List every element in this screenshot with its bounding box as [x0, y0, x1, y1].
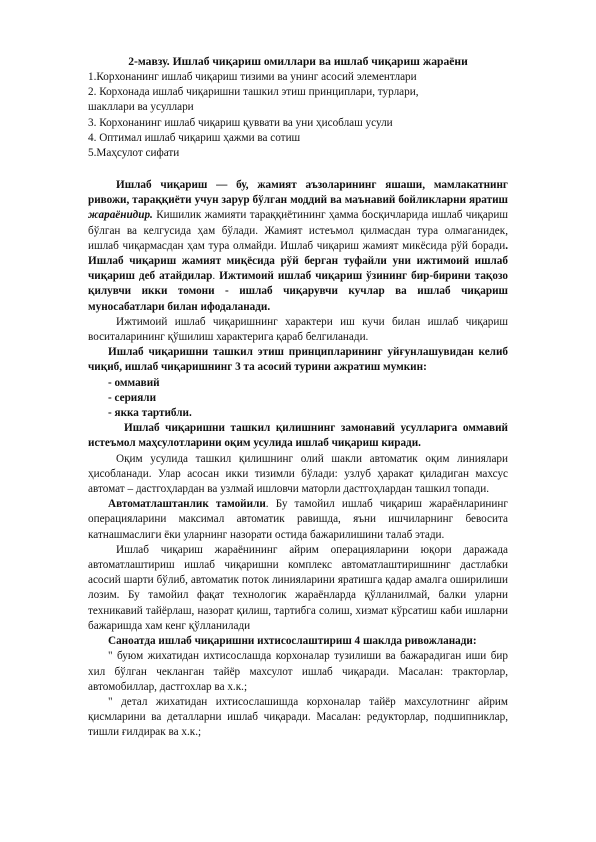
outline-item: 1.Корхонанинг ишлаб чиқариш тизими ва унинг асосий элементлари: [88, 71, 417, 83]
document-body: [88, 178, 508, 741]
bold-italic-text: жараёнидир.: [88, 209, 153, 222]
paragraph-production-types-intro: Ишлаб чиқаришни ташкил этиш принципларининг уйғунлашувидан келиб чиқиб, ишлаб чиқаришнинг 3 та асосий турини ажратиш мумкин:: [88, 346, 508, 374]
production-types-list: [88, 376, 508, 422]
paragraph-product-specialization: " буюм жихатидан ихтисослашда корхоналар тузилиши ва бажарадиган иши бир хил бўлган чекланган тайёр махсулот ишлаб чиқаради. Масалан: тракторлар, автомобиллар, дастгохлар ва х.к.;: [88, 650, 508, 693]
paragraph-specialization-heading: Саноатда ишлаб чиқаришни ихтисослаштириш 4 шаклда ривожланади:: [108, 635, 477, 648]
body-text: Кишилик жамияти тараққиётининг ҳамма босқичларида ишлаб чиқариш бўлган ва келгусида ҳам бўлади. Жамият истеъмол қилмасдан тура олмаганидек, ишлаб чиқармасдан ҳам тура олмайди. Ишлаб чиқариш жамият микёсида рўй боради: [88, 209, 508, 252]
paragraph-production-definition: [88, 178, 508, 315]
outline-item: 4. Оптимал ишлаб чиқариш ҳажми ва сотиш: [88, 131, 301, 144]
paragraph-automation-details: Ишлаб чиқариш жараёнининг айрим операцияларини юқори даражада автоматлаштириш ишлаб чиқаришни комплекс автоматлаштиришнинг дастлабки асосий шарти бўлиб, автоматик поток линияларини яратишга қадар амалга оширилиши лозим. Бу тамойил фақат технологик жараёнларда қўлланилмай, балки уларни техникавий тайёрлаш, назорат қилиш, тартибга солиш, хизмат кўрсатиш каби ишларни бажаришда хам кенг қўлланилади: [88, 543, 508, 632]
outline-item: шакллари ва усуллари: [88, 101, 194, 114]
paragraph-flow-method: Оқим усулида ташкил қилишнинг олий шакли автоматик оқим линиялари ҳисобланади. Улар асосан икки тизимли бўлади: узлуб ҳаракат қиладиган махсус автомат – дастгоҳлардан ва узлмай ишловчи маторли дастгоҳлардан ташкил топади.: [88, 452, 508, 496]
paragraph-modern-methods: Ишлаб чиқаришни ташкил қилишнинг замонавий усулларига оммавий истеъмол маҳсулотларини оқим усулида ишлаб чиқариш киради.: [88, 422, 508, 450]
list-item: - серияли: [108, 391, 157, 404]
outline-item: 5.Маҳсулот сифати: [88, 147, 180, 160]
outline-item: 2. Корхонада ишлаб чиқаришни ташкил этиш принциплари, турлари,: [88, 86, 419, 99]
paragraph-automation-principle: [88, 497, 508, 543]
bold-text: Ишлаб чиқариш — бу, жамият аъзоларининг яшаши, мамлакатнинг ривожи, тараққиёти учун зарур бўлган моддий ва маънавий бойликларни яратиш: [88, 179, 508, 207]
bold-text: . Ишлаб чиқариш жамият миқёсида рўй берган туфайли уни ижтимоий ишлаб чиқариш деб атайдилар: [88, 239, 508, 283]
bold-text: Автоматлаштанлик тамойили: [108, 498, 266, 511]
paragraph-detail-specialization: " детал жихатидан ихтисослашишда корхоналар тайёр махсулотнинг айрим қисмларини ва деталларни ишлаб чиқаради. Масалан: редукторлар, подшипниклар, тишли ғилдирак ва х.к.;: [88, 695, 508, 739]
bold-text: Ижтимоий ишлаб чиқариш ўзининг бир-бирини тақозо қилувчи икки томони - ишлаб чиқарувчи кучлар ва ишлаб чиқариш муносабатлари билан ифодаланади.: [88, 270, 508, 313]
body-text: .: [212, 270, 220, 283]
outline-item: 3. Корхонанинг ишлаб чиқариш қуввати ва уни ҳисоблаш усули: [88, 116, 393, 129]
list-item: - якка тартибли.: [108, 407, 192, 420]
topic-outline: [88, 70, 508, 161]
paragraph-social-production: Ижтимоий ишлаб чиқаришнинг характери иш кучи билан ишлаб чиқариш воситаларининг қўшилиш характерига қараб белгиланади.: [88, 315, 508, 344]
list-item: - оммавий: [108, 376, 160, 389]
body-text: . Бу тамойил ишлаб чиқариш жараёнларининг операцияларини максимал автоматик равишда, яъни ишчиларнинг бевосита катнашмаслиги ёки уларнинг назорати остида бажарилишини талаб этади.: [88, 498, 508, 541]
page-title: 2-мавзу. Ишлаб чиқариш омиллари ва ишлаб чиқариш жараёни: [128, 55, 468, 68]
